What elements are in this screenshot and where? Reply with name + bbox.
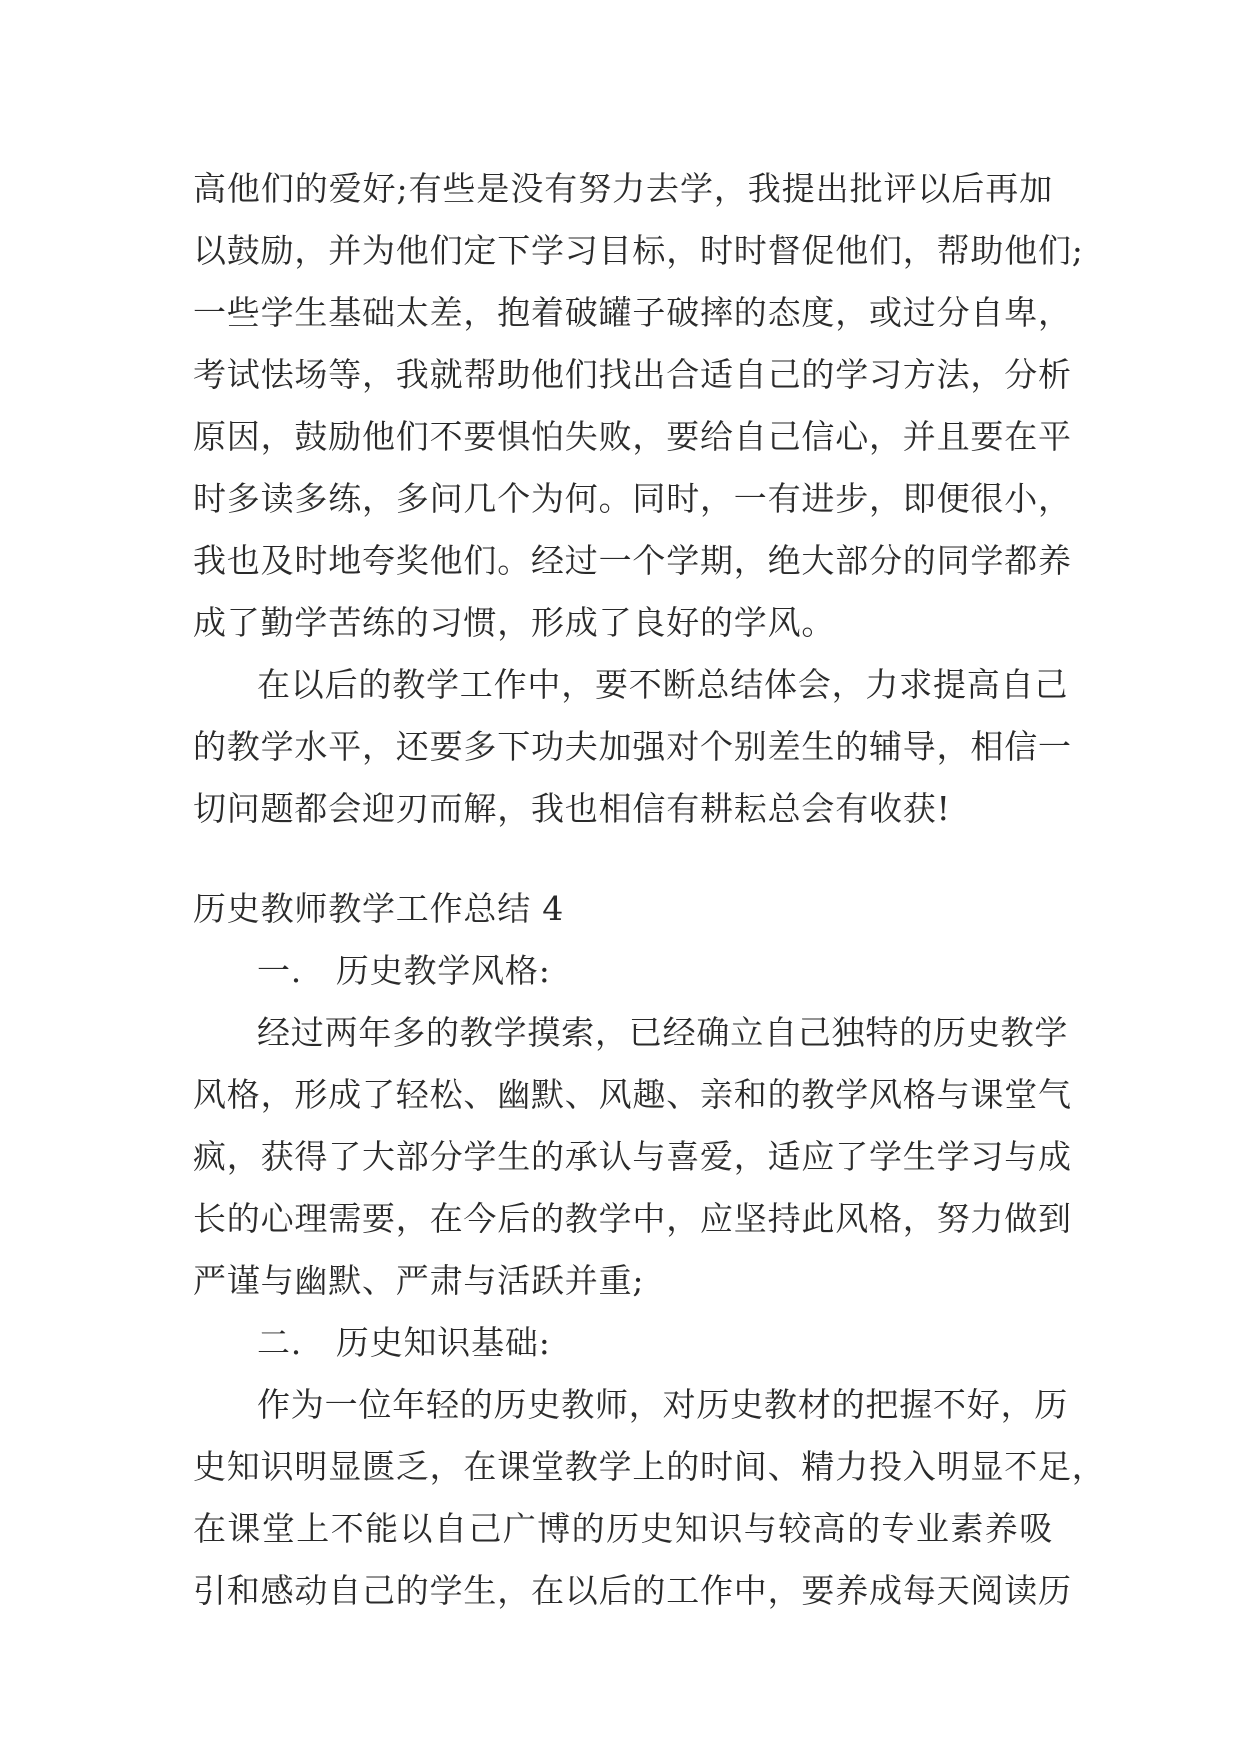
text-line: 长的心理需要，在今后的教学中，应坚持此风格，努力做到 [193, 1199, 1072, 1238]
text-line: 史知识明显匮乏，在课堂教学上的时间、精力投入明显不足， [193, 1447, 1106, 1486]
text-line: 严谨与幽默、严肃与活跃并重; [193, 1261, 645, 1300]
section-title: 历史教师教学工作总结 4 [193, 889, 565, 928]
paragraph-first-line: 作为一位年轻的历史教师，对历史教材的把握不好，历 [257, 1385, 1069, 1424]
text-line: 风格，形成了轻松、幽默、风趣、亲和的教学风格与课堂气 [193, 1075, 1072, 1114]
text-line: 时多读多练，多问几个为何。同时，一有进步，即便很小， [193, 479, 1072, 518]
text-line: 一些学生基础太差，抱着破罐子破摔的态度，或过分自卑， [193, 293, 1072, 332]
text-line: 切问题都会迎刃而解，我也相信有耕耘总会有收获! [193, 789, 951, 828]
text-line: 以鼓励，并为他们定下学习目标，时时督促他们，帮助他们; [193, 231, 1084, 270]
text-line: 原因，鼓励他们不要惧怕失败，要给自己信心，并且要在平 [193, 417, 1072, 456]
paragraph-first-line: 在以后的教学工作中，要不断总结体会，力求提高自己 [257, 665, 1069, 704]
subheading: 一. 历史教学风格: [257, 951, 551, 990]
text-line: 成了勤学苦练的习惯，形成了良好的学风。 [193, 603, 836, 642]
text-line: 引和感动自己的学生，在以后的工作中，要养成每天阅读历 [193, 1571, 1072, 1610]
text-line: 我也及时地夸奖他们。经过一个学期，绝大部分的同学都养 [193, 541, 1072, 580]
text-line: 疯，获得了大部分学生的承认与喜爱，适应了学生学习与成 [193, 1137, 1072, 1176]
subheading: 二. 历史知识基础: [257, 1323, 551, 1362]
paragraph-first-line: 经过两年多的教学摸索，已经确立自己独特的历史教学 [257, 1013, 1069, 1052]
text-line: 在课堂上不能以自己广博的历史知识与较高的专业素养吸 [193, 1509, 1053, 1548]
text-line: 的教学水平，还要多下功夫加强对个别差生的辅导，相信一 [193, 727, 1072, 766]
text-line: 考试怯场等，我就帮助他们找出合适自己的学习方法，分析 [193, 355, 1072, 394]
text-line: 高他们的爱好;有些是没有努力去学，我提出批评以后再加 [193, 169, 1053, 208]
